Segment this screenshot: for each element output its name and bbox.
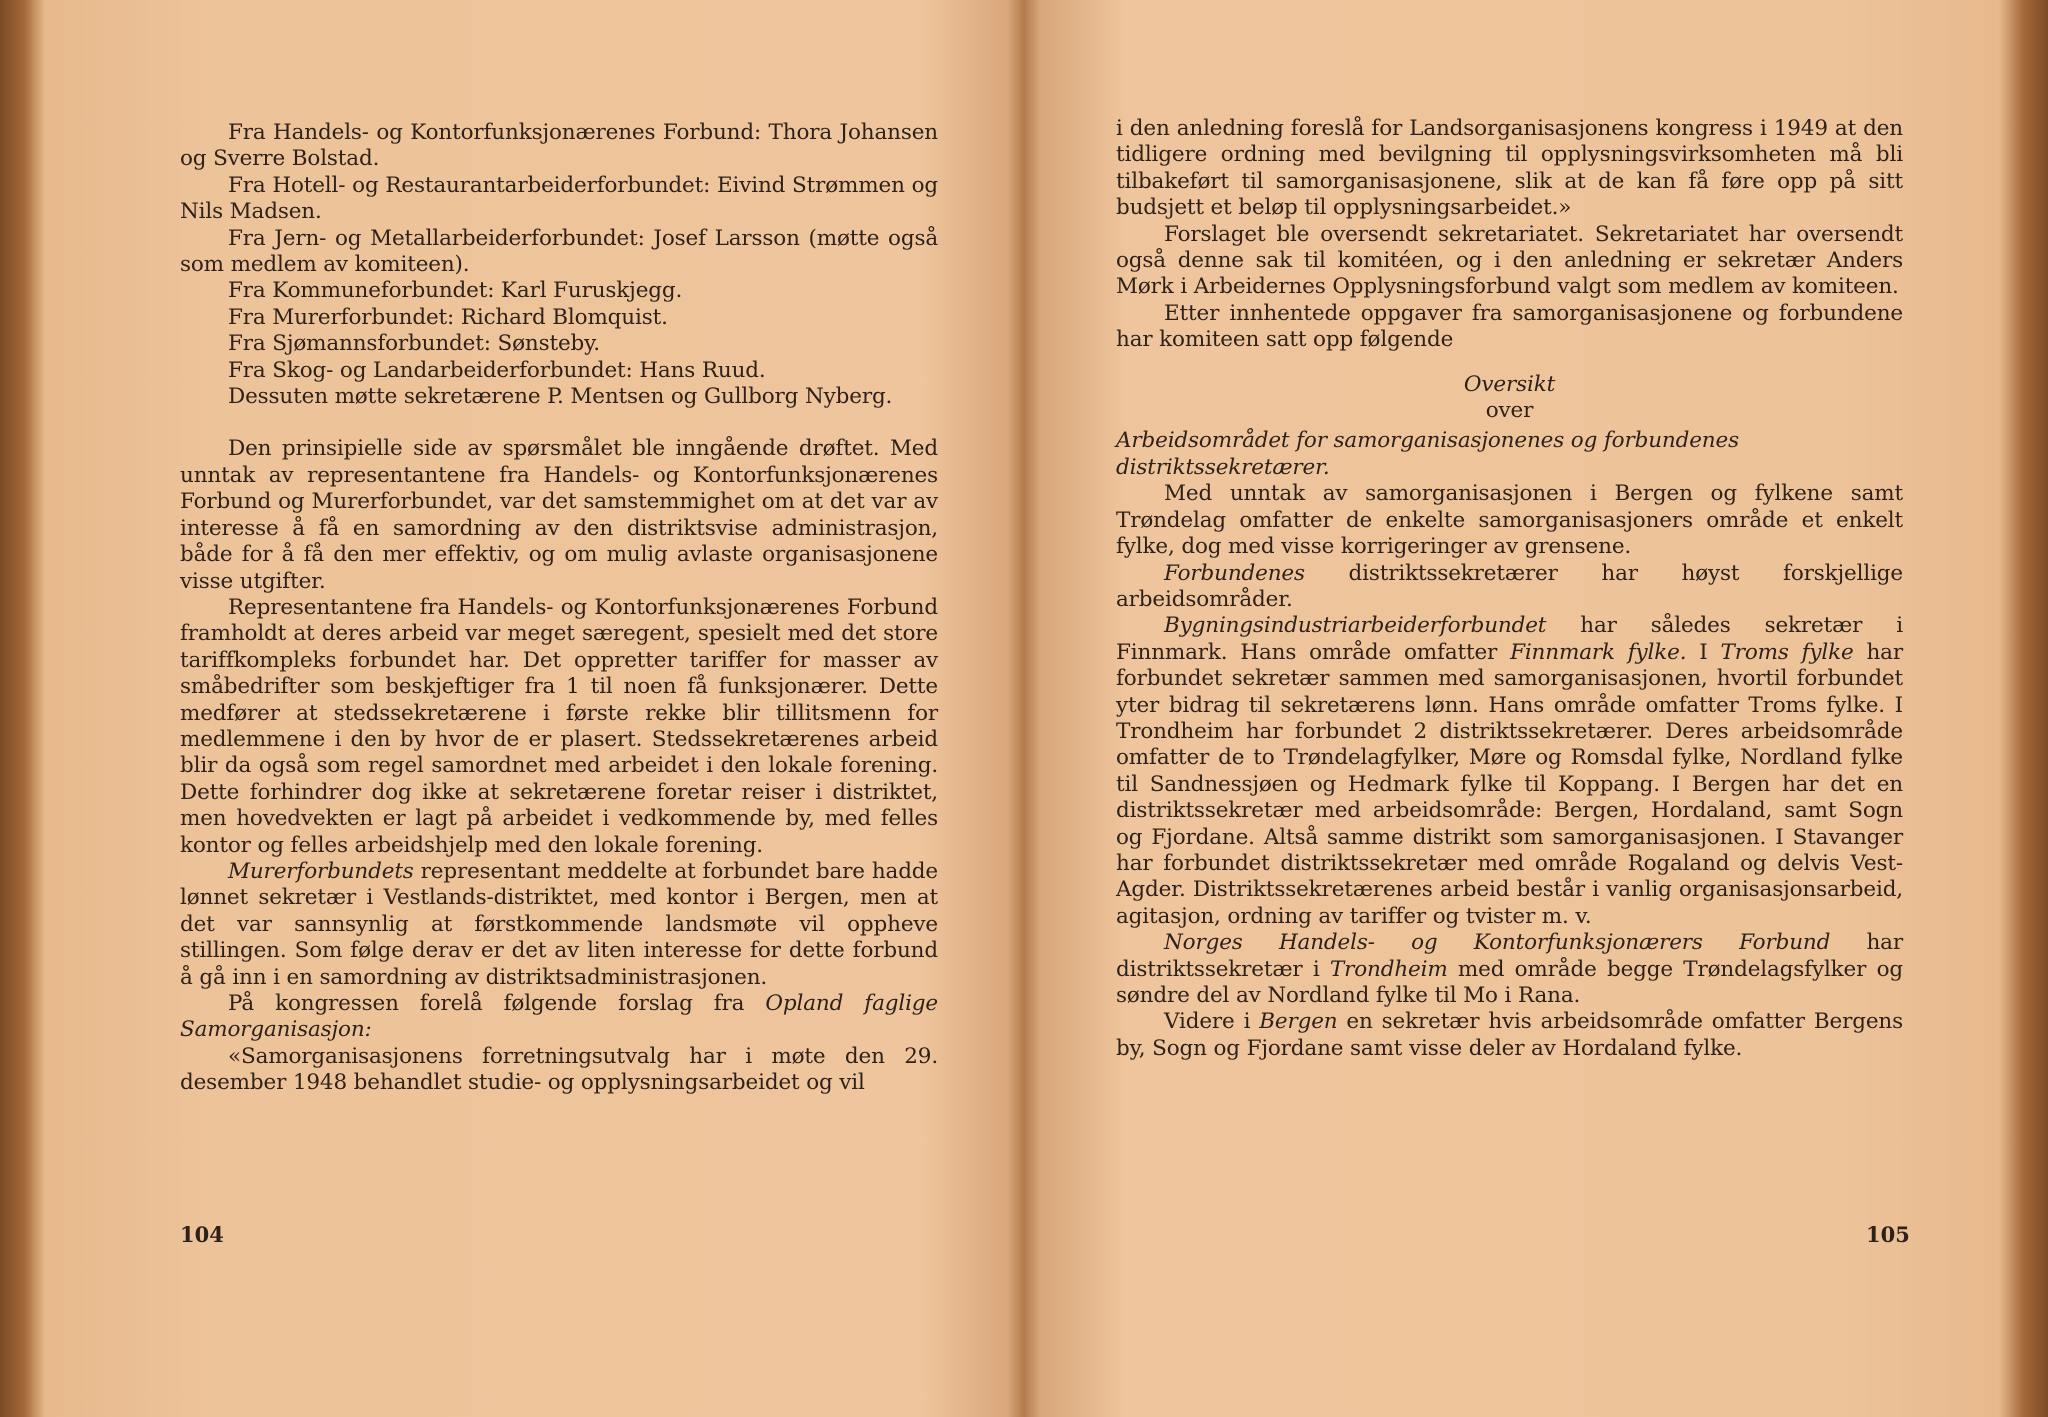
italic-text: Bergen <box>1259 1009 1338 1035</box>
italic-text: Finnmark fylke. <box>1510 639 1687 665</box>
right-page <box>1028 0 2048 1417</box>
heading-over: over <box>1485 398 1534 424</box>
paragraph-quote-cont: i den anledning foreslå for Landsorganisasjonens kongress i 1949 at den tidligere ordning med bevilgning til opplysningsvirksomheten må bli tilbakeført til samorganisasjonene, slik at de kan få føre opp på sitt budsjett et beløp til opplysningsarbeidet.» <box>1116 116 1903 221</box>
heading-oversikt: Oversikt <box>1463 371 1556 397</box>
left-page-text <box>180 120 938 1097</box>
paragraph-kongress <box>180 991 938 1044</box>
page-number: 105 <box>1866 1222 1910 1247</box>
italic-text: Murerforbundets <box>228 858 414 884</box>
text: med område begge Trøndelagsfylker og søndre del av Nordland fylke til Mo i Rana. <box>1116 956 1903 1008</box>
paragraph: Fra Murerforbundet: Richard Blomquist. <box>228 304 668 330</box>
paragraph-bygg <box>1116 613 1903 930</box>
left-page <box>0 0 1020 1417</box>
text: Videre i <box>1164 1009 1260 1035</box>
text: I <box>1686 639 1721 665</box>
right-page-text <box>1116 116 1903 1062</box>
text: distriktssekretærer har høyst forskjellige arbeidsområder. <box>1116 560 1903 612</box>
paragraph-videre <box>1116 1009 1903 1062</box>
paragraph-forbundenes <box>1116 561 1903 614</box>
text: På kongressen forelå følgende forslag fra <box>228 991 766 1016</box>
page-number: 104 <box>180 1222 224 1247</box>
paragraph: Fra Jern- og Metallarbeiderforbundet: Josef Larsson (møtte også som medlem av komiteen). <box>180 225 938 278</box>
text: har forbundet sekretær sammen med samorganisasjonen, hvortil forbundet yter bidrag til sekretærens lønn. Hans område omfatter Troms fylke. I Trondheim har forbundet 2 distriktssekretærer. Deres arbeidsområde omfatter de to Trøndelagfylker, Møre og Romsdal fylke, Nordland fylke til Sandnessjøen og Hedmark fylke til Koppang. I Bergen har det en distriktssekretær med arbeidsområde: Bergen, Hordaland, samt Sogn og Fjordane. Altså samme distrikt som samorganisasjonen. I Stavanger har forbundet distriktssekretær med område Rogaland og delvis Vest-Agder. Distriktssekretærenes arbeid består i vanlig organisasjonsarbeid, agitasjon, ordning av tariffer og tvister m. v. <box>1116 639 1903 929</box>
paragraph: Fra Hotell- og Restaurantarbeiderforbundet: Eivind Strømmen og Nils Madsen. <box>180 172 938 225</box>
italic-text: Opland faglige Samorganisasjon: <box>180 991 938 1043</box>
italic-text: Norges Handels- og Kontorfunksjonærers Forbund <box>1164 930 1831 956</box>
paragraph: Dessuten møtte sekretærene P. Mentsen og Gullborg Nyberg. <box>228 384 893 410</box>
text: har således sekretær i Finnmark. Hans område omfatter <box>1116 613 1903 665</box>
paragraph: Representantene fra Handels- og Kontorfunksjonærenes Forbund framholdt at deres arbeid var meget særegent, spesielt med det store tariffkompleks forbundet har. Det oppretter tariffer for masser av småbedrifter som beskjeftiger fra 1 til noen få funksjonærer. Dette medfører at stedssekretærene i første rekke blir tillitsmenn for medlemmene i den by hvor de er plasert. Stedssekretærenes arbeid blir da også som regel samordnet med arbeidet i den lokale forening. Dette forhindrer dog ikke at sekretærene foretar reiser i distriktet, men hovedvekten er lagt på arbeidet i vedkommende by, med felles kontor og felles arbeidshjelp med den lokale forening. <box>180 594 938 858</box>
paragraph: Fra Sjømannsforbundet: Sønsteby. <box>228 331 600 357</box>
paragraph: Fra Handels- og Kontorfunksjonærenes Forbund: Thora Johansen og Sverre Bolstad. <box>180 120 938 172</box>
paragraph: Etter innhentede oppgaver fra samorganisasjonene og forbundene har komiteen satt opp følgende <box>1116 300 1903 353</box>
paragraph-norges <box>1116 930 1903 1009</box>
text: representant meddelte at forbundet bare hadde lønnet sekretær i Vestlands-distriktet, med kontor i Bergen, men at det var sannsynlig at førstkommende landsmøte vil oppheve stillingen. Som følge derav er det av liten interesse for dette forbund å gå inn i en samordning av distriktsadministrasjonen. <box>180 858 938 990</box>
italic-text: Troms fylke <box>1720 639 1854 665</box>
paragraph-murer <box>180 859 938 991</box>
text: en sekretær hvis arbeidsområde omfatter Bergens by, Sogn og Fjordane samt visse deler av Hordaland fylke. <box>1116 1009 1903 1061</box>
paragraph: Med unntak av samorganisasjonen i Bergen og fylkene samt Trøndelag omfatter de enkelte samorganisasjoners område et enkelt fylke, dog med visse korrigeringer av grensene. <box>1116 481 1903 560</box>
paragraph-quote-start: «Samorganisasjonens forretningsutvalg har i møte den 29. desember 1948 behandlet studie- og opplysningsarbeidet og vil <box>180 1043 938 1096</box>
italic-text: Bygningsindustriarbeiderforbundet <box>1164 613 1547 639</box>
italic-text: Trondheim <box>1329 956 1448 982</box>
italic-text: Forbundenes <box>1164 560 1305 586</box>
paragraph: Fra Kommuneforbundet: Karl Furuskjegg. <box>228 278 683 304</box>
paragraph: Fra Skog- og Landarbeiderforbundet: Hans Ruud. <box>228 357 766 383</box>
paragraph: Den prinsipielle side av spørsmålet ble inngående drøftet. Med unntak av representantene fra Handels- og Kontorfunksjonærenes Forbund og Murerforbundet, var det samstemmighet om at det var av interesse å få en samordning av den distriktsvise administrasjon, både for å få den mer effektiv, og om mulig avlaste organisasjonene visse utgifter. <box>180 436 938 594</box>
heading-title: Arbeidsområdet for samorganisasjonenes og forbundenes distriktssekretærer. <box>1116 428 1739 480</box>
text: har distriktssekretær i <box>1116 930 1903 982</box>
paragraph: Forslaget ble oversendt sekretariatet. Sekretariatet har oversendt også denne sak til komitéen, og i den anledning er sekretær Anders Mørk i Arbeidernes Opplysningsforbund valgt som medlem av komiteen. <box>1116 221 1903 300</box>
